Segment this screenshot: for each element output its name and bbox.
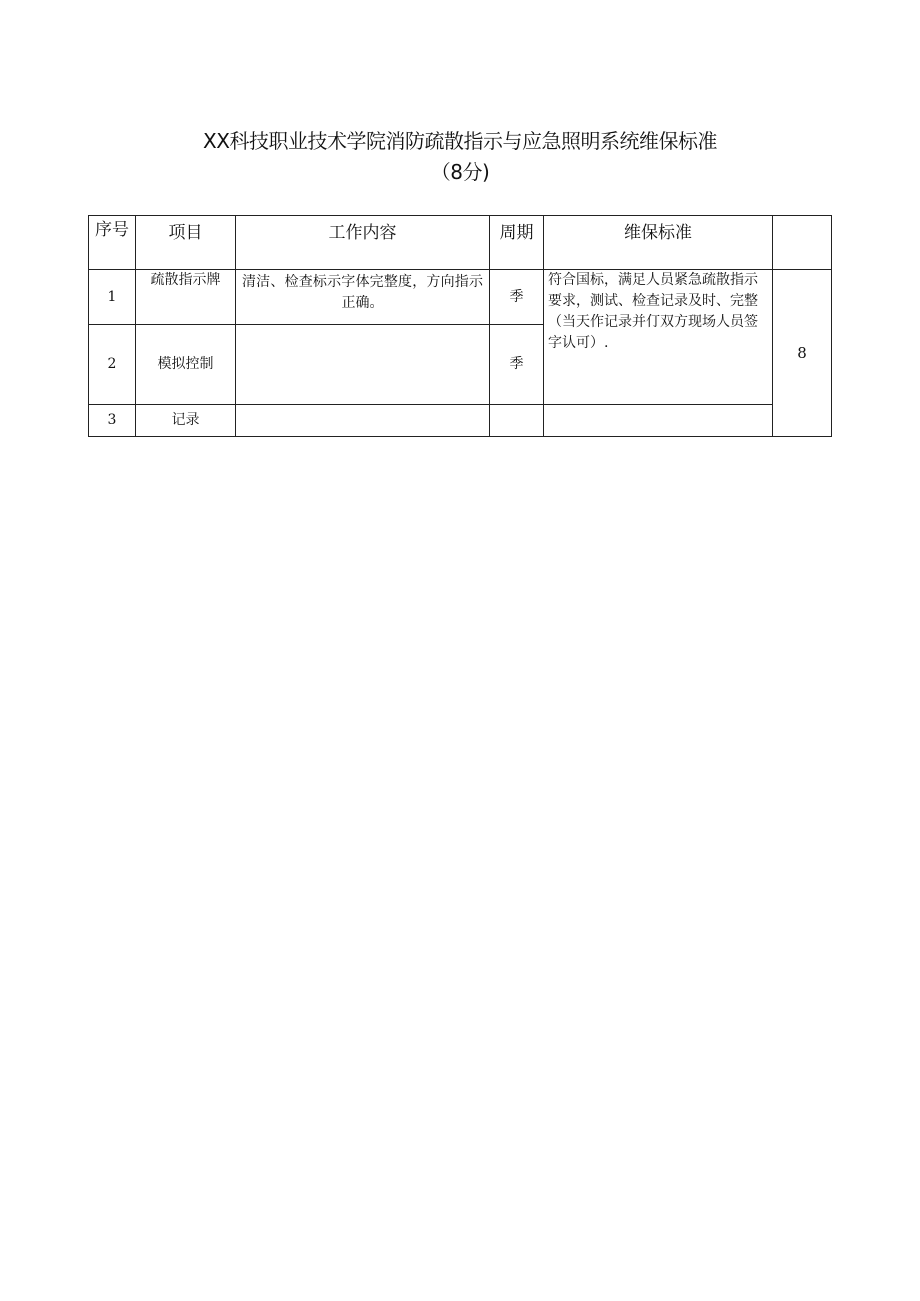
row-content — [236, 270, 490, 325]
standard-merged-cell — [544, 270, 773, 405]
table-header-row — [89, 216, 832, 270]
score-cell: 8 — [773, 270, 832, 437]
row-content — [236, 405, 490, 437]
document-subtitle-score: （8分) — [430, 160, 490, 184]
document-title: XX科技职业技术学院消防疏散指示与应急照明系统维保标准 — [203, 129, 717, 153]
row-content-text: 清洁、检查标示字体完整度，方向指示正确。 — [242, 274, 483, 311]
row-period: 季 — [490, 270, 544, 325]
standard-text: 符合国标，满足人员紧急疏散指示要求，测试、检查记录及时、完整（当天作记录并仃双方现场人员签字认可）. — [548, 272, 758, 351]
row-seq: 1 — [89, 270, 136, 325]
row-item: 模拟控制 — [136, 325, 236, 405]
row-seq: 3 — [89, 405, 136, 437]
table-row — [89, 405, 832, 437]
header-item: 项目 — [136, 216, 236, 270]
header-content: 工作内容 — [236, 216, 490, 270]
row-standard — [544, 405, 773, 437]
row-content — [236, 325, 490, 405]
maintenance-standard-table — [88, 215, 832, 437]
header-seq: 序号 — [89, 216, 136, 270]
header-standard: 维保标准 — [544, 216, 773, 270]
header-period: 周期 — [490, 216, 544, 270]
table-row — [89, 270, 832, 325]
row-period: 季 — [490, 325, 544, 405]
header-score — [773, 216, 832, 270]
row-item: 疏散指示牌 — [136, 270, 236, 325]
row-seq: 2 — [89, 325, 136, 405]
row-item: 记录 — [136, 405, 236, 437]
row-period — [490, 405, 544, 437]
